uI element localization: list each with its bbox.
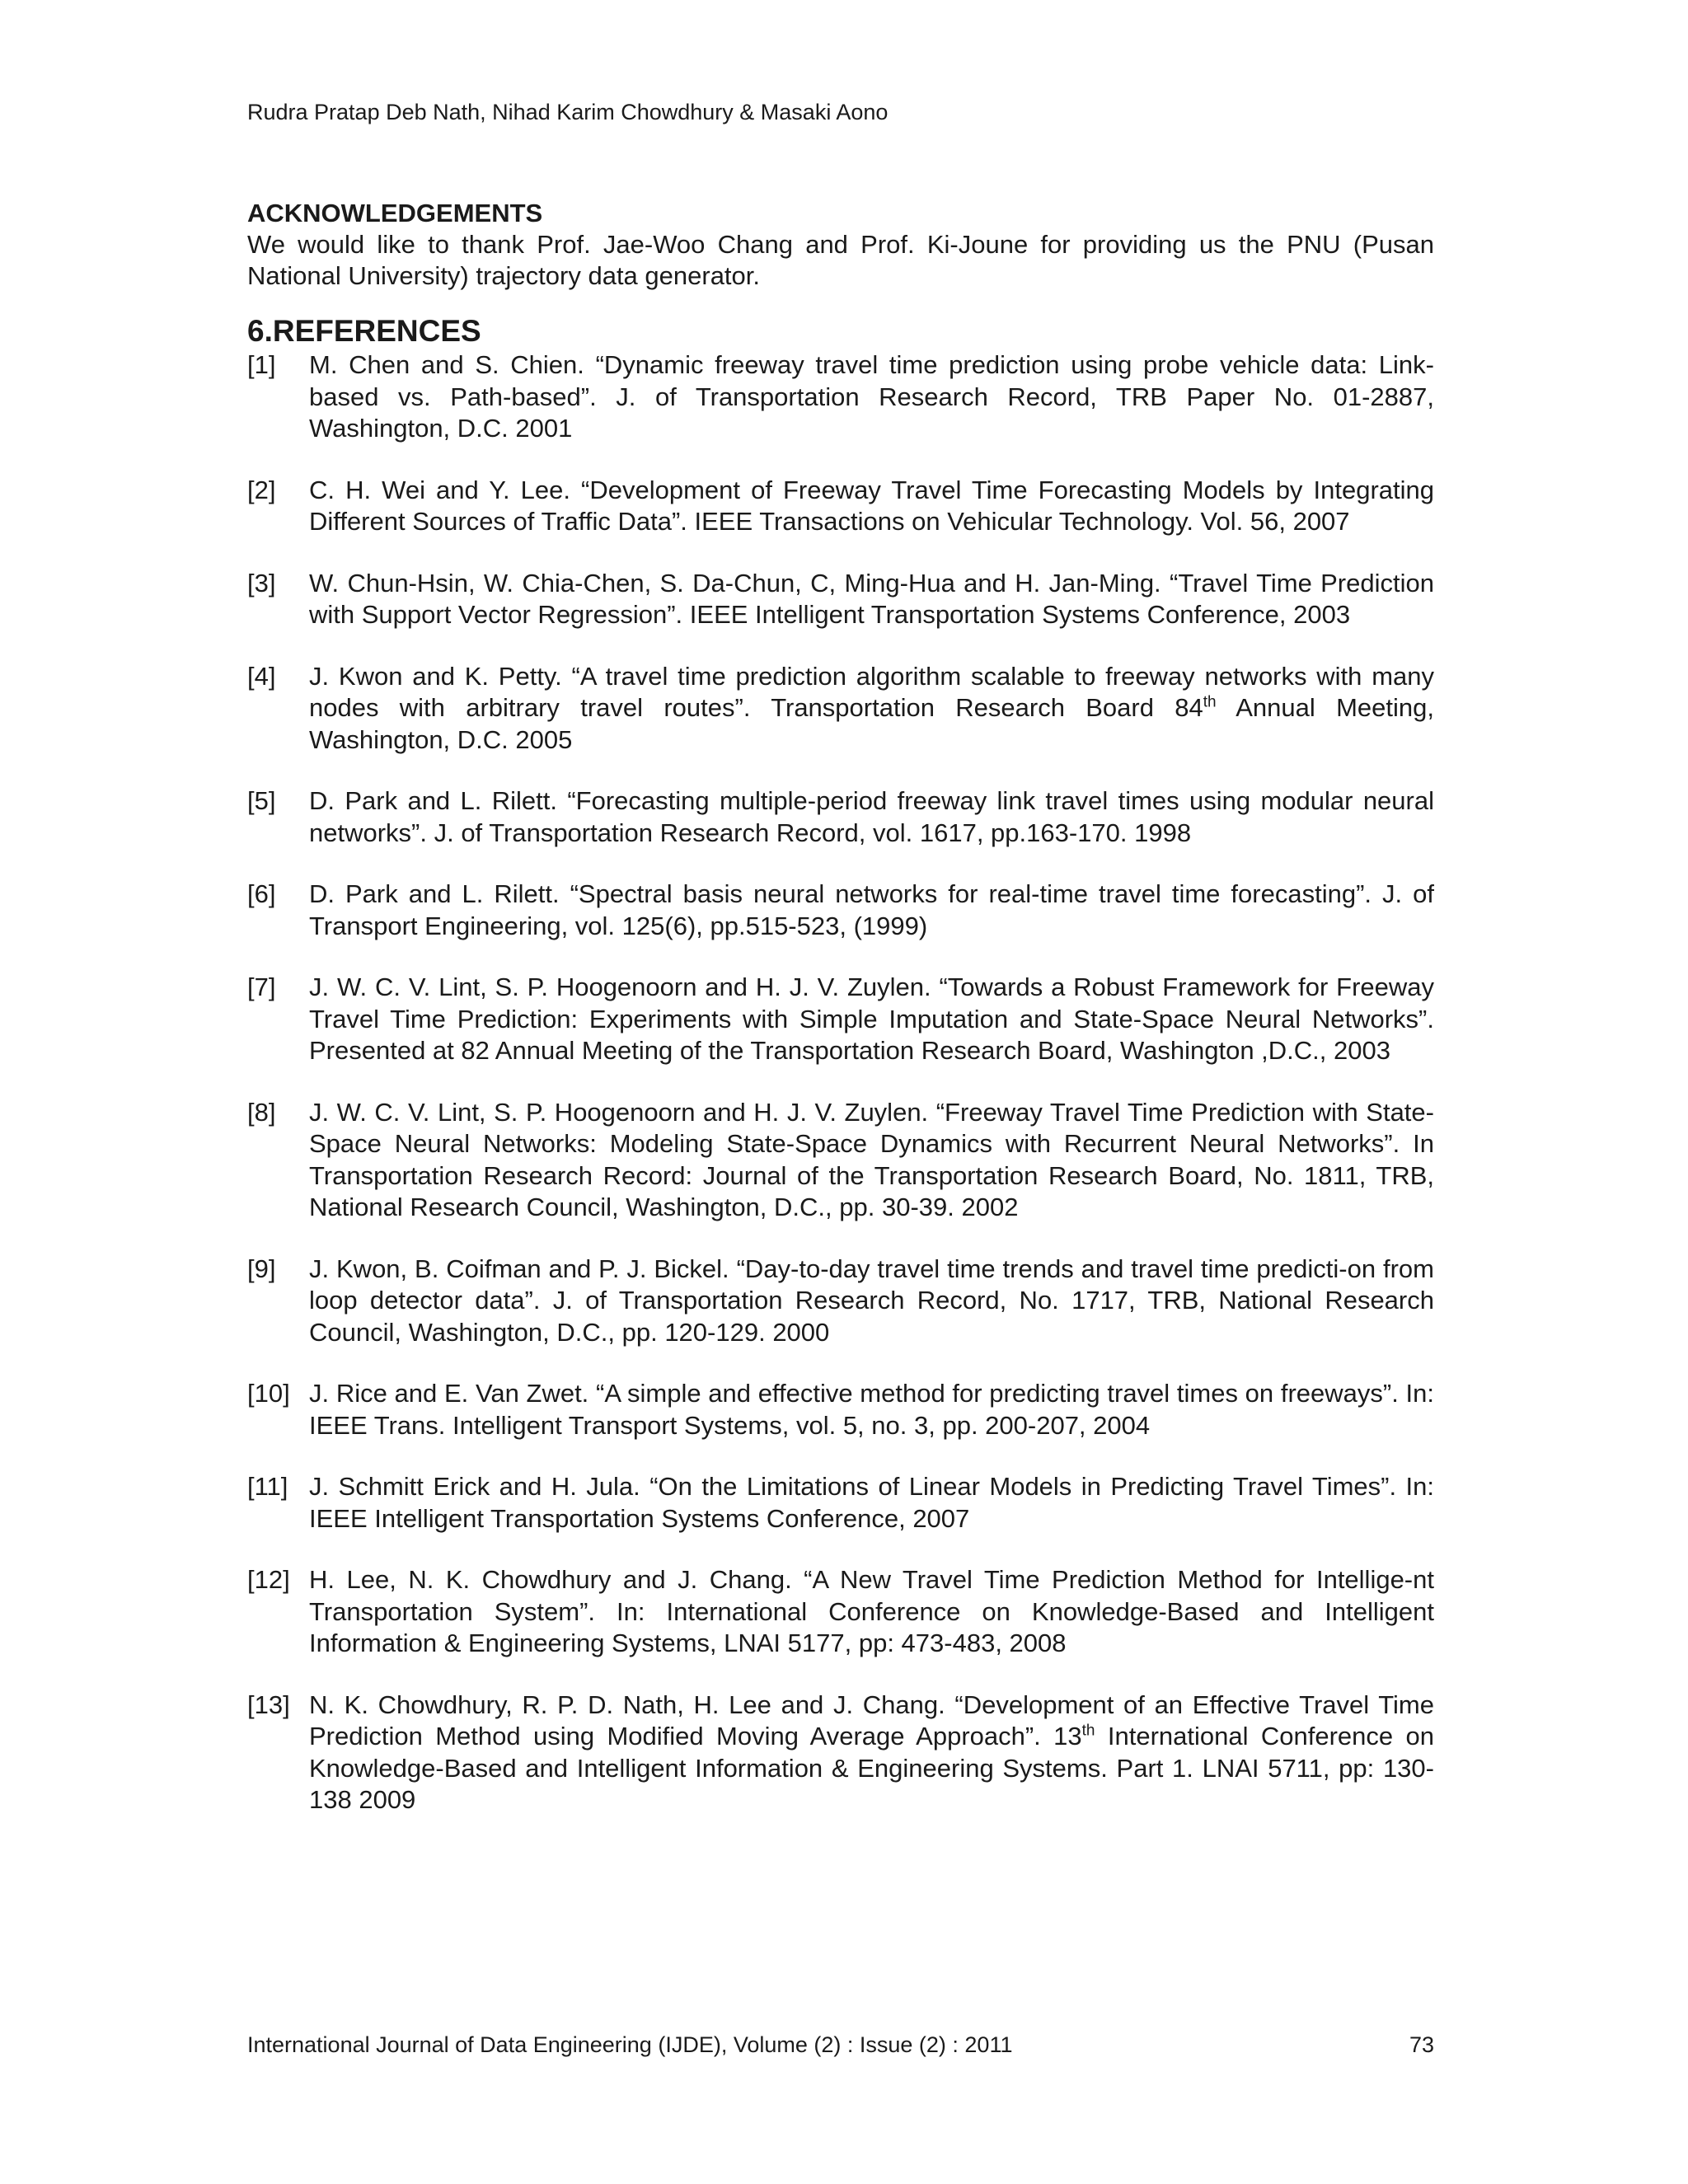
reference-item-12 <box>247 1564 1434 1660</box>
reference-text: D. Park and L. Rilett. “Spectral basis neural networks for real-time travel time forecasting”. J. of Transport Engineering, vol. 125(6), pp.515-523, (1999) <box>309 879 1434 940</box>
reference-text: M. Chen and S. Chien. “Dynamic freeway travel time prediction using probe vehicle data: Link-based vs. Path-based”. J. of Transportation Research Record, TRB Paper No. 01-2887, Washington, D.C. 2001 <box>309 350 1434 443</box>
reference-text-start: N. K. Chowdhury, R. P. D. Nath, H. Lee and J. Chang. “Development of an Effective Travel Time Prediction Method using Modified Moving Average Approach”. 13 <box>309 1690 1434 1750</box>
reference-number: [3] <box>247 568 276 598</box>
reference-number: [11] <box>247 1472 288 1501</box>
reference-item-3 <box>247 568 1434 631</box>
page-content <box>247 198 1434 1846</box>
reference-number: [5] <box>247 786 276 815</box>
reference-item-7 <box>247 972 1434 1067</box>
reference-number: [10] <box>247 1379 290 1408</box>
reference-number: [2] <box>247 475 276 504</box>
reference-number: [13] <box>247 1690 290 1719</box>
reference-item-4 <box>247 661 1434 757</box>
reference-list <box>247 349 1434 1816</box>
reference-text: J. Rice and E. Van Zwet. “A simple and effective method for predicting travel times on freeways”. In: IEEE Trans. Intelligent Transport Systems, vol. 5, no. 3, pp. 200-207, 2004 <box>309 1379 1434 1440</box>
reference-text: J. Schmitt Erick and H. Jula. “On the Limitations of Linear Models in Predicting Travel Times”. In: IEEE Intelligent Transportation Systems Conference, 2007 <box>309 1472 1434 1533</box>
reference-item-9 <box>247 1254 1434 1349</box>
references-section <box>247 313 1434 1816</box>
reference-number: [7] <box>247 972 276 1001</box>
references-heading: 6.REFERENCES <box>247 314 481 348</box>
footer-journal-citation: International Journal of Data Engineering (IJDE), Volume (2) : Issue (2) : 2011 <box>247 2032 1013 2057</box>
reference-number: [4] <box>247 661 276 691</box>
reference-text: J. Kwon, B. Coifman and P. J. Bickel. “Day-to-day travel time trends and travel time predicti-on from loop detector data”. J. of Transportation Research Record, No. 1717, TRB, National Research Council, Washington, D.C., pp. 120-129. 2000 <box>309 1254 1434 1347</box>
reference-text: J. W. C. V. Lint, S. P. Hoogenoorn and H. J. V. Zuylen. “Freeway Travel Time Prediction with State-Space Neural Networks: Modeling State-Space Dynamics with Recurrent Neural Networks”. In Transportation Research Record: Journal of the Transportation Research Board, No. 1811, TRB, National Research Council, Washington, D.C., pp. 30-39. 2002 <box>309 1097 1434 1221</box>
ordinal-superscript: th <box>1203 693 1217 711</box>
reference-text: C. H. Wei and Y. Lee. “Development of Freeway Travel Time Forecasting Models by Integrating Different Sources of Traffic Data”. IEEE Transactions on Vehicular Technology. Vol. 56, 2007 <box>309 475 1434 536</box>
reference-text: H. Lee, N. K. Chowdhury and J. Chang. “A New Travel Time Prediction Method for Intellige-nt Transportation System”. In: International Conference on Knowledge-Based and Intelligent Information & Engineering Systems, LNAI 5177, pp: 473-483, 2008 <box>309 1565 1434 1657</box>
reference-item-2 <box>247 475 1434 538</box>
reference-item-13 <box>247 1690 1434 1816</box>
ordinal-superscript: th <box>1081 1722 1095 1740</box>
running-head-authors: Rudra Pratap Deb Nath, Nihad Karim Chowdhury & Masaki Aono <box>247 100 889 124</box>
reference-text: J. W. C. V. Lint, S. P. Hoogenoorn and H. J. V. Zuylen. “Towards a Robust Framework for Freeway Travel Time Prediction: Experiments with Simple Imputation and State-Space Neural Networks”. Presented at 82 Annual Meeting of the Transportation Research Board, Washington ,D.C., 2003 <box>309 972 1434 1065</box>
acknowledgements-heading: ACKNOWLEDGEMENTS <box>247 199 543 227</box>
reference-item-11 <box>247 1471 1434 1535</box>
reference-text: D. Park and L. Rilett. “Forecasting multiple-period freeway link travel times using modular neural networks”. J. of Transportation Research Record, vol. 1617, pp.163-170. 1998 <box>309 786 1434 847</box>
page-number: 73 <box>1409 2032 1434 2057</box>
reference-item-10 <box>247 1378 1434 1441</box>
reference-number: [1] <box>247 350 276 379</box>
reference-text-start: J. Kwon and K. Petty. “A travel time prediction algorithm scalable to freeway networks with many nodes with arbitrary travel routes”. Transportation Research Board 84 <box>309 661 1434 722</box>
reference-item-6 <box>247 879 1434 942</box>
reference-item-8 <box>247 1097 1434 1224</box>
reference-item-1 <box>247 349 1434 445</box>
reference-text-end: Annual Meeting, Washington, D.C. 2005 <box>309 693 1434 754</box>
reference-number: [12] <box>247 1565 290 1594</box>
reference-text: W. Chun-Hsin, W. Chia-Chen, S. Da-Chun, C, Ming-Hua and H. Jan-Ming. “Travel Time Prediction with Support Vector Regression”. IEEE Intelligent Transportation Systems Conference, 2003 <box>309 568 1434 629</box>
reference-number: [9] <box>247 1254 276 1283</box>
reference-item-5 <box>247 785 1434 849</box>
acknowledgements-section <box>247 198 1434 292</box>
acknowledgements-body: We would like to thank Prof. Jae-Woo Chang and Prof. Ki-Joune for providing us the PNU (Pusan National University) trajectory data generator. <box>247 230 1434 290</box>
reference-text-end: International Conference on Knowledge-Based and Intelligent Information & Engineering Systems. Part 1. LNAI 5711, pp: 130-138 2009 <box>309 1722 1434 1814</box>
reference-number: [8] <box>247 1097 276 1127</box>
reference-number: [6] <box>247 879 276 908</box>
